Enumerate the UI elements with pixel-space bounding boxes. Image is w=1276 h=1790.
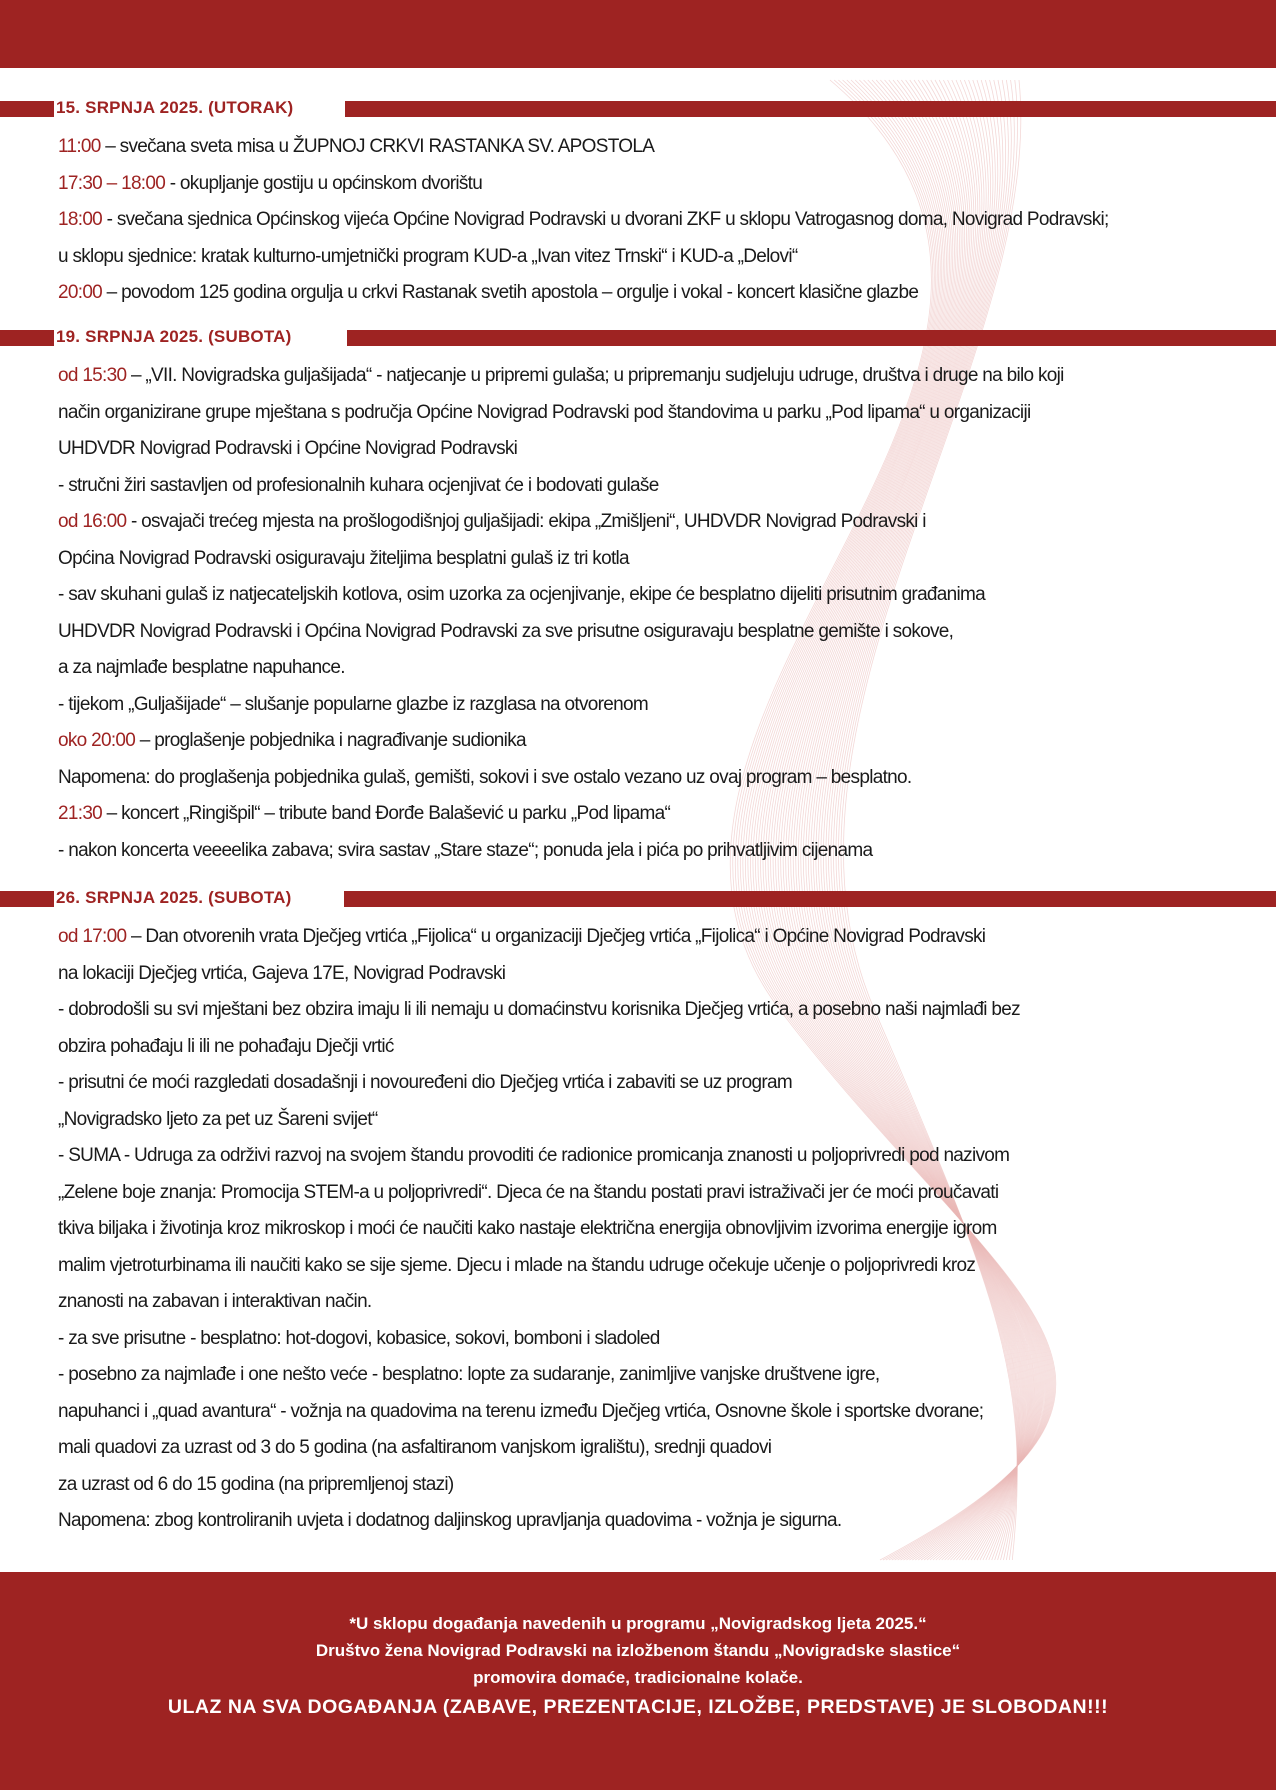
program-line [58, 1029, 1258, 1066]
program-line [58, 541, 1258, 578]
program-line [58, 1175, 1258, 1212]
footer-line-2: Društvo žena Novigrad Podravski na izložbenom štandu „Novigradske slastice“ [315, 1641, 961, 1660]
program-text: a za najmlađe besplatne napuhance. [58, 657, 345, 678]
section-title: 15. SRPNJA 2025. (UTORAK) [56, 98, 294, 117]
program-text: obzira pohađaju li ili ne pohađaju Dječji vrtić [58, 1035, 394, 1057]
program-line [58, 395, 1258, 432]
program-text: - za sve prisutne - besplatno: hot-dogovi, kobasice, sokovi, bomboni i sladoled [58, 1327, 660, 1349]
program-text: način organizirane grupe mještana s područja Općine Novigrad Podravski pod štandovima u parku „Pod lipama“ u organizaciji [58, 401, 1031, 423]
program-line [58, 1065, 1258, 1102]
program-text: „Zelene boje znanja: Promocija STEM-a u poljoprivredi“. Djeca će na štandu postati pravi istraživači jer će moći proučavati [58, 1181, 999, 1203]
program-text: znanosti na zabavan i interaktivan način. [58, 1291, 372, 1312]
program-text: na lokaciji Dječjeg vrtića, Gajeva 17E, Novigrad Podravski [58, 962, 506, 984]
program-text: „Novigradsko ljeto za pet uz Šareni svijet“ [58, 1108, 378, 1130]
program-line [58, 1394, 1258, 1431]
program-text: - SUMA - Udruga za održivi razvoj na svojem štandu provoditi će radionice promicanja znanosti u poljoprivredi pod nazivom [58, 1145, 1010, 1166]
program-text: - stručni žiri sastavljen od profesionalnih kuhara ocjenjivat će i bodovati gulaše [58, 474, 659, 496]
program-time: 20:00 [58, 282, 103, 303]
header-bar-right [345, 101, 1276, 117]
section-header-19-srpnja [0, 326, 1276, 348]
program-text: – „VII. Novigradska guljašijada“ - natjecanje u pripremi gulaša; u pripremanju sudjeluju udruge, društva i druge na bilo koji [126, 365, 1064, 386]
section-header-26-srpnja [0, 887, 1276, 909]
program-time: od 15:30 [58, 365, 127, 386]
program-text: Općina Novigrad Podravski osiguravaju žiteljima besplatni gulaš iz tri kotla [58, 547, 629, 569]
program-line [58, 796, 1258, 833]
program-text: u sklopu sjednice: kratak kulturno-umjetnički program KUD-a „Ivan vitez Trnski“ i KUD-a „Delovi“ [58, 245, 798, 267]
section-title: 26. SRPNJA 2025. (SUBOTA) [56, 888, 292, 907]
program-line [58, 275, 1258, 312]
program-time: od 16:00 [58, 511, 127, 532]
program-text: – povodom 125 godina orgulja u crkvi Rastanak svetih apostola – orgulje i vokal - koncert klasične glazbe [102, 282, 919, 303]
header-bar-left [0, 891, 54, 907]
program-text: Napomena: do proglašenja pobjednika gulaš, gemišti, sokovi i sve ostalo vezano uz ovaj program – besplatno. [58, 766, 912, 788]
program-line [58, 650, 1258, 687]
program-text: - okupljanje gostiju u općinskom dvorištu [165, 172, 483, 194]
program-text: napuhanci i „quad avantura“ - vožnja na quadovima na terenu između Dječjeg vrtića, Osnovne škole i sportske dvorane; [58, 1400, 984, 1422]
program-time: oko 20:00 [58, 730, 136, 751]
program-text: za uzrast od 6 do 15 godina (na pripremljenoj stazi) [58, 1473, 454, 1495]
program-text: – Dan otvorenih vrata Dječjeg vrtića „Fijolica“ u organizaciji Dječjeg vrtića „Fijolica“ i Općine Novigrad Podravski [126, 926, 986, 947]
program-line [58, 723, 1258, 760]
header-bar-right [347, 330, 1276, 346]
section-title: 19. SRPNJA 2025. (SUBOTA) [56, 327, 292, 346]
program-text: - prisutni će moći razgledati dosadašnji i novouređeni dio Dječjeg vrtića i zabaviti se uz program [58, 1072, 793, 1093]
program-text: – koncert „Ringišpil“ – tribute band Đorđe Balašević u parku „Pod lipama“ [102, 803, 671, 824]
program-line [58, 1321, 1258, 1358]
program-line [58, 760, 1258, 797]
program-line [58, 577, 1258, 614]
program-text: UHDVDR Novigrad Podravski i Općine Novigrad Podravski [58, 438, 518, 459]
program-line [58, 504, 1258, 541]
program-line [58, 468, 1258, 505]
program-line [58, 1138, 1258, 1175]
program-line [58, 129, 1258, 166]
program-line [58, 833, 1258, 870]
program-text: - sav skuhani gulaš iz natjecateljskih kotlova, osim uzorka za ocjenjivanje, ekipe će besplatno dijeliti prisutnim građanima [58, 584, 986, 605]
section-lines-26-srpnja [58, 919, 1258, 1540]
program-text: - svečana sjednica Općinskog vijeća Općine Novigrad Podravski u dvorani ZKF u sklopu Vatrogasnog doma, Novigrad Podravski; [102, 209, 1109, 230]
program-text: - osvajači trećeg mjesta na prošlogodišnjoj guljašijadi: ekipa „Zmišljeni“, UHDVDR Novigrad Podravski i [126, 511, 926, 532]
program-line [58, 1503, 1258, 1540]
program-text: - nakon koncerta veeeelika zabava; svira sastav „Stare staze“; ponuda jela i pića po prihvatljivim cijenama [58, 839, 873, 861]
header-bar-left [0, 101, 54, 117]
program-text: – proglašenje pobjednika i nagrađivanje sudionika [135, 730, 526, 751]
program-line [58, 1211, 1258, 1248]
footer-line-3: promovira domaće, tradicionalne kolače. [473, 1668, 803, 1687]
program-line [58, 992, 1258, 1029]
program-text: UHDVDR Novigrad Podravski i Općina Novigrad Podravski za sve prisutne osiguravaju besplatne gemište i sokove, [58, 620, 954, 642]
program-time: od 17:00 [58, 926, 127, 947]
program-line [58, 1102, 1258, 1139]
program-text: - tijekom „Guljašijade“ – slušanje popularne glazbe iz razglasa na otvorenom [58, 693, 648, 715]
header-bar-left [0, 330, 54, 346]
program-line [58, 1284, 1258, 1321]
program-line [58, 1248, 1258, 1285]
program-text: – svečana sveta misa u ŽUPNOJ CRKVI RASTANKA SV. APOSTOLA [100, 136, 655, 157]
program-text: tkiva biljaka i životinja kroz mikroskop i moći će naučiti kako nastaje električna energija obnovljivim izvorima energije igrom [58, 1218, 997, 1239]
section-header-15-srpnja [0, 97, 1276, 119]
program-text: malim vjetroturbinama ili naučiti kako se sije sjeme. Djecu i mlade na štandu udruge očekuje učenje o poljoprivredi kroz [58, 1254, 976, 1276]
program-line [58, 687, 1258, 724]
program-line [58, 1357, 1258, 1394]
footer-line-1: *U sklopu događanja navedenih u programu „Novigradskog ljeta 2025.“ [349, 1614, 927, 1633]
program-line [58, 1430, 1258, 1467]
program-line [58, 431, 1258, 468]
program-time: 17:30 – 18:00 [58, 172, 166, 194]
program-line [58, 358, 1258, 395]
program-line [58, 956, 1258, 993]
program-time: 18:00 [58, 209, 103, 230]
program-line [58, 614, 1258, 651]
program-line [58, 1467, 1258, 1504]
program-text: - posebno za najmlađe i one nešto veće - besplatno: lopte za sudaranje, zanimljive vanjske društvene igre, [58, 1364, 880, 1385]
program-text: Napomena: zbog kontroliranih uvjeta i dodatnog daljinskog upravljanja quadovima - vožnja je sigurna. [58, 1510, 842, 1531]
program-line [58, 166, 1258, 203]
section-lines-15-srpnja [58, 129, 1258, 312]
header-bar-right [344, 891, 1276, 907]
program-line [58, 202, 1258, 239]
program-text: - dobrodošli su svi mještani bez obzira imaju li ili nemaju u domaćinstvu korisnika Dječjeg vrtića, a posebno naši najmlađi bez [58, 999, 1020, 1020]
footer-line-4: ULAZ NA SVA DOGAĐANJA (ZABAVE, PREZENTACIJE, IZLOŽBE, PREDSTAVE) JE SLOBODAN!!! [167, 1696, 1109, 1718]
program-line [58, 919, 1258, 956]
section-lines-19-srpnja [58, 358, 1258, 869]
program-line [58, 239, 1258, 276]
program-text: mali quadovi za uzrast od 3 do 5 godina (na asfaltiranom vanjskom igralištu), srednji quadovi [58, 1437, 772, 1458]
top-red-band [0, 0, 1276, 68]
footer-band [0, 1572, 1276, 1790]
program-time: 11:00 [58, 136, 101, 157]
program-time: 21:30 [58, 803, 103, 824]
